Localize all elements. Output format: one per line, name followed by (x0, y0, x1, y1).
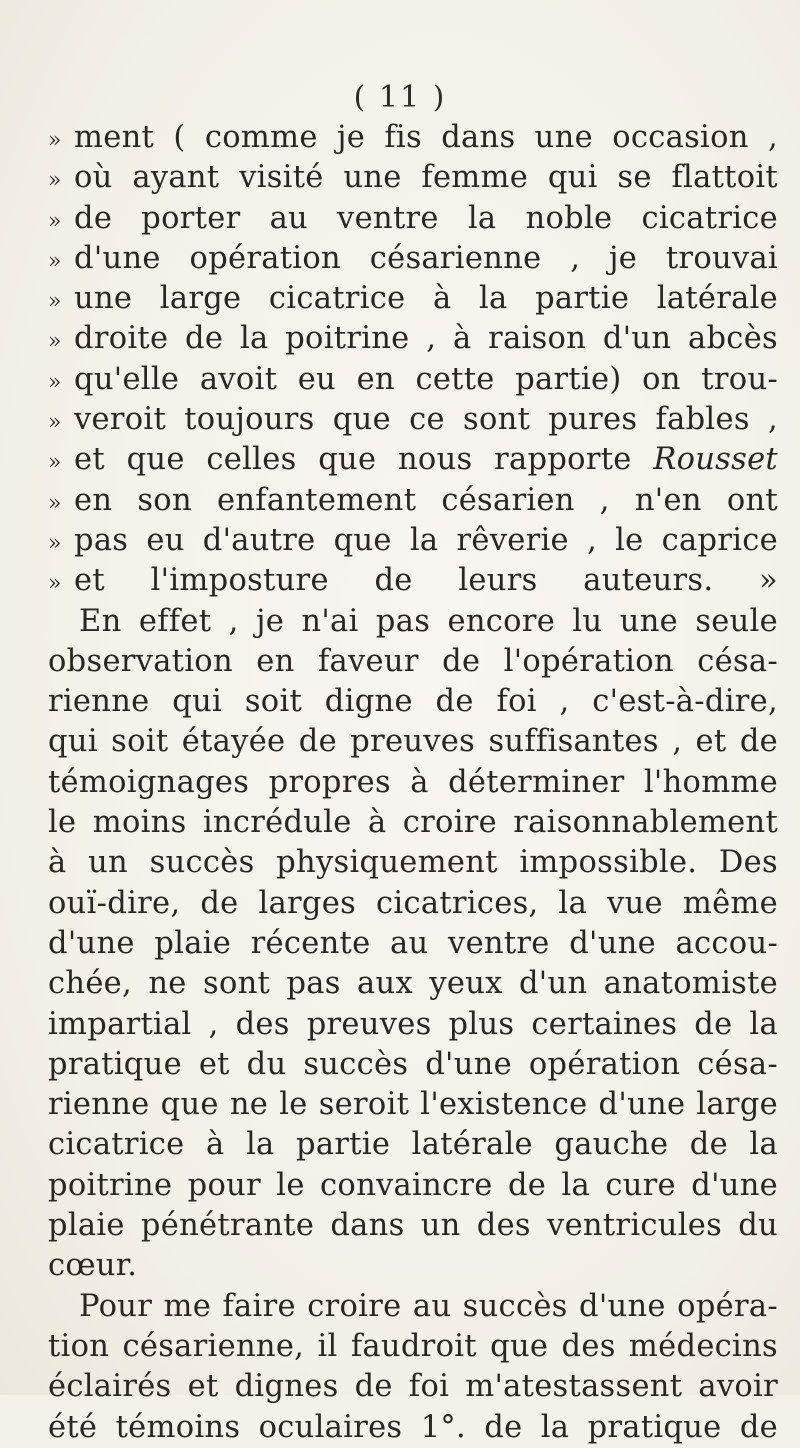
quote-mark: » (48, 410, 62, 436)
text-line (48, 1166, 778, 1206)
line-text: rienne qui soit digne de foi , c'est-à-dire, (48, 684, 778, 720)
quote-mark: » (48, 128, 62, 153)
text-line (48, 400, 778, 440)
line-text: rienne que ne le seroit l'existence d'une large (48, 1087, 778, 1123)
quote-mark: » (48, 450, 62, 476)
line-text: à un succès physiquement impossible. Des (48, 845, 778, 881)
body-text (48, 118, 778, 1448)
quote-mark: » (48, 329, 62, 355)
line-text: de porter au ventre la noble cicatrice (74, 200, 778, 236)
line-text: en son enfantement césarien , n'en ont (74, 482, 778, 518)
text-line (48, 1005, 778, 1045)
quote-mark: » (48, 369, 62, 395)
line-text: poitrine pour le convaincre de la cure d'une (48, 1167, 778, 1203)
line-text: En effet , je n'ai pas encore lu une seule (79, 603, 778, 639)
text-line (48, 1085, 778, 1125)
line-text: plaie pénétrante dans un des ventricules du (48, 1208, 778, 1244)
text-line (48, 642, 778, 682)
line-text: une large cicatrice à la partie latérale (74, 281, 778, 317)
line-text: cicatrice à la partie latérale gauche de la (48, 1127, 778, 1163)
quote-mark: » (48, 530, 62, 556)
text-line (48, 763, 778, 803)
line-text: veroit toujours que ce sont pures fables , (74, 402, 778, 438)
text-line (48, 521, 778, 561)
line-text: témoignages propres à déterminer l'homme (48, 764, 778, 800)
text-line (48, 1206, 778, 1246)
line-text: qu'elle avoit eu en cette partie) on trou- (74, 361, 778, 397)
quote-mark: » (48, 571, 62, 597)
quote-mark: » (48, 168, 62, 194)
line-text: cœur. (48, 1248, 138, 1284)
text-line (48, 1125, 778, 1165)
line-text: Pour me faire croire au succès d'une opéra- (79, 1288, 778, 1324)
text-line (48, 118, 778, 158)
text-line (48, 481, 778, 521)
text-line (48, 561, 778, 601)
line-text: d'une opération césarienne , je trouvai (74, 240, 778, 276)
text-line (48, 360, 778, 400)
line-text: où ayant visité une femme qui se flattoit (74, 160, 778, 196)
text-line (48, 843, 778, 883)
text-line (48, 803, 778, 843)
quote-mark: » (48, 208, 62, 234)
text-line (48, 964, 778, 1004)
text-line (48, 1408, 778, 1448)
text-line (48, 279, 778, 319)
line-text: le moins incrédule à croire raisonnablement (48, 805, 778, 841)
text-line (48, 199, 778, 239)
line-text: d'une plaie récente au ventre d'une accou- (48, 925, 778, 961)
line-text: éclairés et dignes de foi m'atestassent avoir (48, 1369, 778, 1405)
line-text: été témoins oculaires 1°. de la pratique de (48, 1409, 778, 1445)
text-line (48, 722, 778, 762)
text-line (48, 1246, 778, 1286)
text-line (48, 1327, 778, 1367)
text-line (48, 319, 778, 359)
text-line (48, 884, 778, 924)
text-line (48, 1367, 778, 1407)
page-number: ( 11 ) (353, 80, 447, 115)
line-text: droite de la poitrine , à raison d'un abcès (74, 321, 778, 357)
line-text: pas eu d'autre que la rêverie , le caprice (74, 522, 778, 558)
line-text: et que celles que nous rapporte (74, 442, 654, 478)
quote-mark: » (48, 490, 62, 516)
line-text: impartial , des preuves plus certaines de la (48, 1006, 778, 1042)
text-line (48, 440, 778, 480)
line-text: ouï-dire, de larges cicatrices, la vue même (48, 885, 778, 921)
line-text: chée, ne sont pas aux yeux d'un anatomiste (48, 966, 778, 1002)
text-line (48, 239, 778, 279)
line-text: pratique et du succès d'une opération césa- (48, 1046, 778, 1082)
quote-mark: » (48, 248, 62, 274)
text-line (48, 602, 778, 642)
text-line (48, 682, 778, 722)
line-text: et l'imposture de leurs auteurs. » (74, 563, 778, 599)
line-text: ment ( comme je fis dans une occasion , (74, 120, 778, 155)
italic-name: Rousset (653, 442, 778, 478)
text-line (48, 1045, 778, 1085)
text-line (48, 1287, 778, 1327)
text-line (48, 158, 778, 198)
text-line (48, 924, 778, 964)
line-text: observation en faveur de l'opération césa- (48, 643, 778, 679)
line-text: tion césarienne, il faudroit que des médecins (48, 1328, 778, 1364)
quote-mark: » (48, 289, 62, 315)
line-text: qui soit étayée de preuves suffisantes , et de (48, 724, 778, 760)
